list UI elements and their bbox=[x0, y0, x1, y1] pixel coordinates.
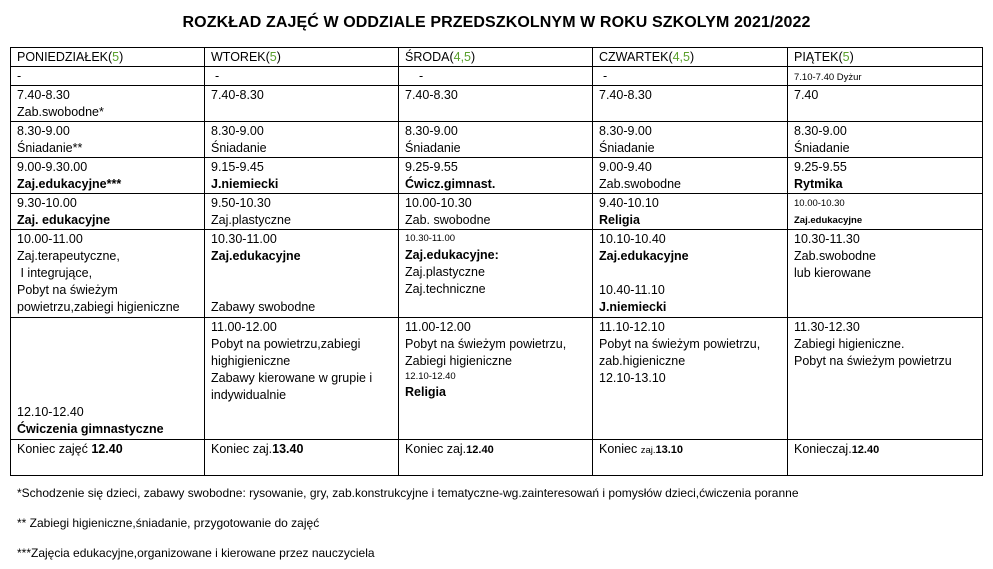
cell: 10.30-11.00 Zaj.edukacyjne: Zaj.plastyczne Zaj.techniczne bbox=[399, 230, 593, 318]
header-tuesday: WTOREK(5) bbox=[205, 48, 399, 67]
footnote-2: ** Zabiegi higieniczne,śniadanie, przygotowanie do zajęć bbox=[17, 516, 320, 530]
cell: Konieczaj.12.40 bbox=[788, 440, 983, 476]
cell: 10.10-10.40 Zaj.edukacyjne 10.40-11.10 J.niemiecki bbox=[593, 230, 788, 318]
cell: 9.15-9.45 J.niemiecki bbox=[205, 158, 399, 194]
cell: 7.40-8.30 Zab.swobodne* bbox=[11, 86, 205, 122]
cell: - bbox=[205, 67, 399, 86]
cell: 10.00-11.00 Zaj.terapeutyczne, I integrujące, Pobyt na świeżym powietrzu,zabiegi higieniczne bbox=[11, 230, 205, 318]
cell: 8.30-9.00 Śniadanie bbox=[399, 122, 593, 158]
cell: Koniec zaj.13.10 bbox=[593, 440, 788, 476]
cell: 9.25-9.55 Rytmika bbox=[788, 158, 983, 194]
cell: 10.30-11.00 Zaj.edukacyjne Zabawy swobodne bbox=[205, 230, 399, 318]
cell: 7.10-7.40 Dyżur bbox=[788, 67, 983, 86]
table-row bbox=[11, 158, 983, 194]
cell: 11.00-12.00 Pobyt na świeżym powietrzu, Zabiegi higieniczne 12.10-12.40 Religia bbox=[399, 318, 593, 440]
cell: 7.40-8.30 bbox=[593, 86, 788, 122]
table-row bbox=[11, 86, 983, 122]
header-friday: PIĄTEK(5) bbox=[788, 48, 983, 67]
cell: 8.30-9.00 Śniadanie bbox=[205, 122, 399, 158]
table-row bbox=[11, 440, 983, 476]
cell: 9.50-10.30 Zaj.plastyczne bbox=[205, 194, 399, 230]
cell: 9.30-10.00 Zaj. edukacyjne bbox=[11, 194, 205, 230]
cell: Koniec zaj.12.40 bbox=[399, 440, 593, 476]
table-row bbox=[11, 318, 983, 440]
table-header-row bbox=[11, 48, 983, 67]
cell: 7.40-8.30 bbox=[399, 86, 593, 122]
cell: 11.00-12.00 Pobyt na powietrzu,zabiegi highigieniczne Zabawy kierowane w grupie i indywidualnie bbox=[205, 318, 399, 440]
schedule-table bbox=[10, 47, 983, 476]
footnote-1: *Schodzenie się dzieci, zabawy swobodne: rysowanie, gry, zab.konstrukcyjne i tematyczne-wg.zainteresowań i pomysłów dzieci,ćwiczenia poranne bbox=[17, 486, 799, 500]
cell: - bbox=[11, 67, 205, 86]
table-row bbox=[11, 122, 983, 158]
cell: - bbox=[593, 67, 788, 86]
cell: 10.00-10.30 Zaj.edukacyjne bbox=[788, 194, 983, 230]
cell: 9.00-9.40 Zab.swobodne bbox=[593, 158, 788, 194]
cell: Koniec zajęć 12.40 bbox=[11, 440, 205, 476]
cell: 8.30-9.00 Śniadanie bbox=[593, 122, 788, 158]
cell: 9.25-9.55 Ćwicz.gimnast. bbox=[399, 158, 593, 194]
cell: 7.40-8.30 bbox=[205, 86, 399, 122]
cell: Koniec zaj.13.40 bbox=[205, 440, 399, 476]
cell: 12.10-12.40 Ćwiczenia gimnastyczne bbox=[11, 318, 205, 440]
cell: 11.10-12.10 Pobyt na świeżym powietrzu, zab.higieniczne 12.10-13.10 bbox=[593, 318, 788, 440]
cell: 8.30-9.00 Śniadanie** bbox=[11, 122, 205, 158]
page-title: ROZKŁAD ZAJĘĆ W ODDZIALE PRZEDSZKOLNYM W ROKU SZKOLYM 2021/2022 bbox=[182, 14, 811, 31]
cell: 7.40 bbox=[788, 86, 983, 122]
cell: 10.00-10.30 Zab. swobodne bbox=[399, 194, 593, 230]
header-thursday: CZWARTEK(4,5) bbox=[593, 48, 788, 67]
header-monday: PONIEDZIAŁEK(5) bbox=[11, 48, 205, 67]
cell: - bbox=[399, 67, 593, 86]
cell: 9.00-9.30.00 Zaj.edukacyjne*** bbox=[11, 158, 205, 194]
table-row bbox=[11, 194, 983, 230]
cell: 11.30-12.30 Zabiegi higieniczne. Pobyt na świeżym powietrzu bbox=[788, 318, 983, 440]
header-wednesday: ŚRODA(4,5) bbox=[399, 48, 593, 67]
table-row bbox=[11, 67, 983, 86]
cell: 10.30-11.30 Zab.swobodne lub kierowane bbox=[788, 230, 983, 318]
cell: 8.30-9.00 Śniadanie bbox=[788, 122, 983, 158]
table-row bbox=[11, 230, 983, 318]
cell: 9.40-10.10 Religia bbox=[593, 194, 788, 230]
footnote-3: ***Zajęcia edukacyjne,organizowane i kierowane przez nauczyciela bbox=[17, 546, 375, 560]
